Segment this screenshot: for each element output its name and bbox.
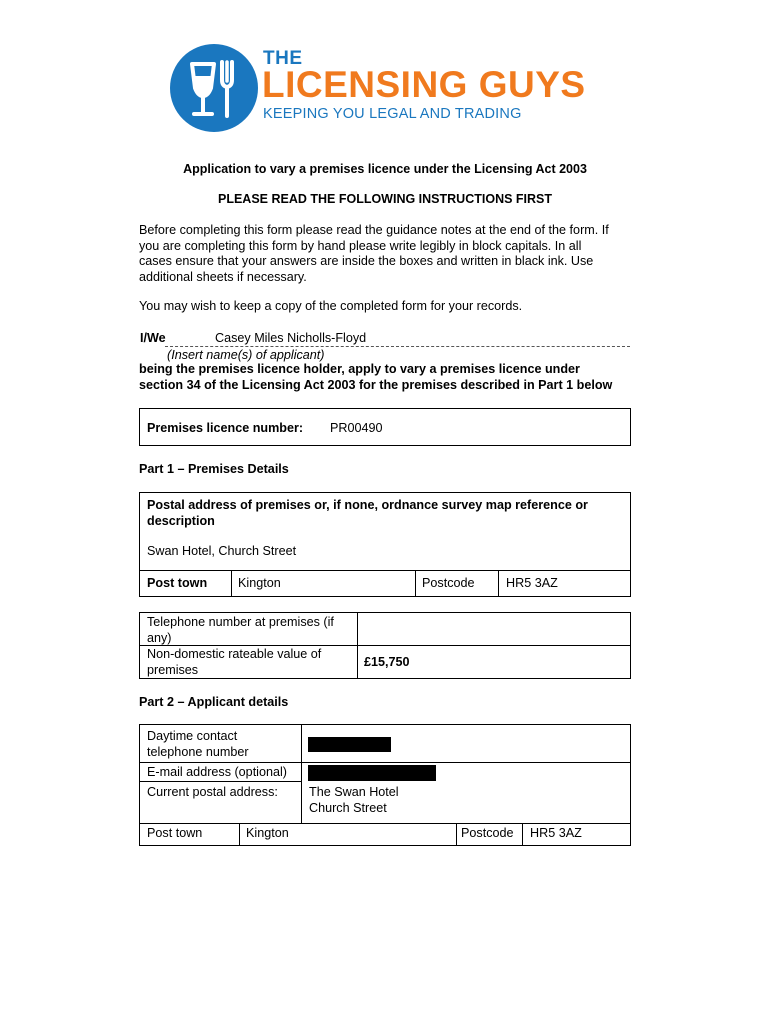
email-label: E-mail address (optional) [147,765,287,779]
logo-line-1: THE [263,48,303,69]
premises-post-town-label: Post town [147,576,208,590]
premises-address-label: Postal address of premises or, if none, ordnance survey map reference or description [147,498,588,528]
premises-address-field[interactable]: Swan Hotel, Church Street [147,544,297,558]
applicant-name-field[interactable]: Casey Miles Nicholls-Floyd [215,331,367,345]
part1-heading: Part 1 – Premises Details [139,462,289,476]
logo-tagline: KEEPING YOU LEGAL AND TRADING [263,106,522,122]
divider [456,823,457,846]
applicant-hint: (Insert name(s) of applicant) [167,348,325,362]
daytime-phone-label: Daytime contact telephone number [147,729,249,759]
applicant-postcode-field[interactable]: HR5 3AZ [530,826,582,840]
divider [415,570,416,597]
divider [301,724,302,823]
instructions-text: Before completing this form please read the guidance notes at the end of the form. If you are completing this form by hand please write legibly in block capitals. In all cases ensure that your answers are inside the boxes and written in black ink. Use additional sheets if necessary. [139,223,609,284]
applicant-post-town-field[interactable]: Kington [246,826,289,840]
daytime-phone-field[interactable] [308,737,391,752]
premises-telephone-label: Telephone number at premises (if any) [147,615,334,645]
part2-heading: Part 2 – Applicant details [139,695,289,709]
divider [239,823,240,846]
divider [139,762,631,763]
applicant-post-town-label: Post town [147,826,203,840]
licence-number-field[interactable]: PR00490 [330,421,383,435]
current-address-label: Current postal address: [147,785,278,799]
form-title: Application to vary a premises licence under the Licensing Act 2003 [183,162,587,176]
logo-brand-name: LICENSING GUYS [262,64,586,105]
applicant-label: I/We [140,331,166,345]
rateable-value-label: Non-domestic rateable value of premises [147,647,322,677]
email-field[interactable] [308,765,436,781]
premises-postcode-label: Postcode [422,576,475,590]
divider [231,570,232,597]
premises-post-town-field[interactable]: Kington [238,576,281,590]
wine-glass-fork-icon [170,44,258,132]
divider [139,781,301,782]
applicant-postcode-label: Postcode [461,826,514,840]
divider [522,823,523,846]
declaration-text: being the premises licence holder, apply to vary a premises licence under section 34 of the Licensing Act 2003 for the premises described in Part 1 below [139,362,613,392]
licence-number-label: Premises licence number: [147,421,304,435]
applicant-name-underline [165,346,630,347]
current-address-field[interactable]: The Swan Hotel Church Street [309,785,399,815]
divider [139,570,631,571]
instructions-heading: PLEASE READ THE FOLLOWING INSTRUCTIONS FIRST [217,192,553,206]
rateable-value-field[interactable]: £15,750 [364,655,410,669]
divider [139,823,631,824]
divider [498,570,499,597]
premises-postcode-field[interactable]: HR5 3AZ [506,576,558,590]
copy-note: You may wish to keep a copy of the completed form for your records. [139,299,523,313]
